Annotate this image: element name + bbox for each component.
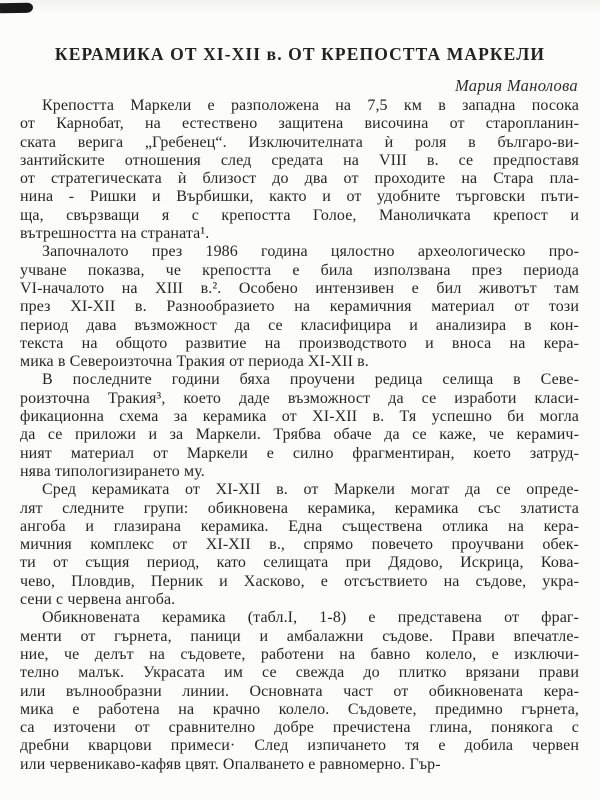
text-line: ската верига „Гребенец“. Изключителната ѝ роля в българо-ви-	[20, 133, 579, 151]
text-line: чево, Пловдив, Перник и Хасково, е отсъствието на съдове, укра-	[20, 572, 579, 590]
text-line: учване показва, че крепостта е била използвана през периода	[20, 261, 579, 279]
text-line: ние, че делът на съдовете, работени на бавно колело, е изключи-	[20, 645, 579, 663]
paragraph	[20, 97, 579, 243]
text-line: зантийските отношения след средата на VIII в. се предпоставя	[20, 151, 579, 169]
paragraph	[20, 609, 579, 774]
text-line: VI-началото на XIII в.². Особено интензивен е бил животът там	[20, 279, 579, 297]
text-line: Започналото през 1986 година цялостно археологическо про-	[42, 243, 579, 261]
text-line: роизточна Тракия³, което даде възможност да се изработи класи-	[20, 389, 579, 407]
text-line: вътрешността на страната¹.	[20, 225, 210, 243]
text-line: са източени от сравнително добре пречистена глина, понякога с	[20, 719, 579, 737]
text-line: Сред керамиката от XI-XII в. от Маркели могат да се опреде-	[42, 481, 579, 499]
text-line: фикационна схема за керамика от XI-XII в. Тя успешно би могла	[20, 408, 579, 426]
paragraph	[20, 243, 579, 371]
text-line: В последните години бяха проучени редица селища в Севе-	[42, 371, 579, 389]
text-line: ща, свързващи я с крепостта Голое, Маноличката крепост и	[20, 206, 579, 224]
text-line: нина - Ришки и Върбишки, както и от удобните търговски пъти-	[20, 188, 579, 206]
author-name: Мария Манолова	[455, 76, 578, 95]
text-line: лят следните групи: обикновена керамика, керамика със златиста	[20, 499, 579, 517]
text-line: телно малък. Украсата им се свежда до плитко врязани прави	[20, 664, 579, 682]
text-line: или червеникаво-кафяв цвят. Опалването е равномерно. Гър-	[20, 755, 441, 773]
text-line: дребни кварцови примеси· След изпичането тя е добила червен	[20, 737, 579, 755]
text-line: Крепостта Маркели е разположена на 7,5 км в западна посока	[42, 97, 579, 114]
text-line: текста на общото развитие на производството и вноса на кера-	[20, 334, 579, 352]
text-line: през XI-XII в. Разнообразието на керамичния материал от този	[20, 298, 579, 316]
scan-artifact-smudge	[0, 3, 33, 14]
text-line: да се приложи и за Маркели. Трябва обаче да се каже, че керамич-	[20, 426, 579, 444]
paragraph	[20, 371, 579, 481]
text-line: ният материал от Маркели е силно фрагментиран, което затруд-	[20, 444, 579, 462]
page-title: КЕРАМИКА ОТ XI-XII в. ОТ КРЕПОСТТА МАРКЕЛИ	[54, 44, 546, 64]
text-line: мика е работена на крачно колело. Съдовете, предимно гърнета,	[20, 700, 579, 718]
text-line: сени с червена ангоба.	[20, 591, 176, 609]
text-line: ангоба и глазирана керамика. Една съществена отлика на кера-	[20, 517, 579, 535]
text-line: менти от гърнета, паници и амбалажни съдове. Прави впечатле-	[20, 627, 579, 645]
text-line: от Карнобат, на естествено защитена височина от старопланин-	[20, 115, 579, 133]
text-line: мичния комплекс от XI-XII в., спрямо повечето проучвани обек-	[20, 536, 579, 554]
text-line: мика в Североизточна Тракия от периода XI-XII в.	[20, 353, 369, 371]
text-line: от стратегическата ѝ близост до два от проходите на Стара пла-	[20, 170, 579, 188]
text-line: период дава възможност да се класифицира и анализира в кон-	[20, 316, 579, 334]
text-line: нява типологизирането му.	[20, 462, 205, 480]
text-line: ти от същия период, като селищата при Дядово, Искрица, Кова-	[20, 554, 579, 572]
text-line: Обикновената керамика (табл.I, 1-8) е представена от фраг-	[42, 609, 579, 627]
paragraph	[20, 481, 579, 609]
article-body	[20, 97, 579, 774]
text-line: или вълнообразни линии. Основната част от обикновената кера-	[20, 682, 579, 700]
